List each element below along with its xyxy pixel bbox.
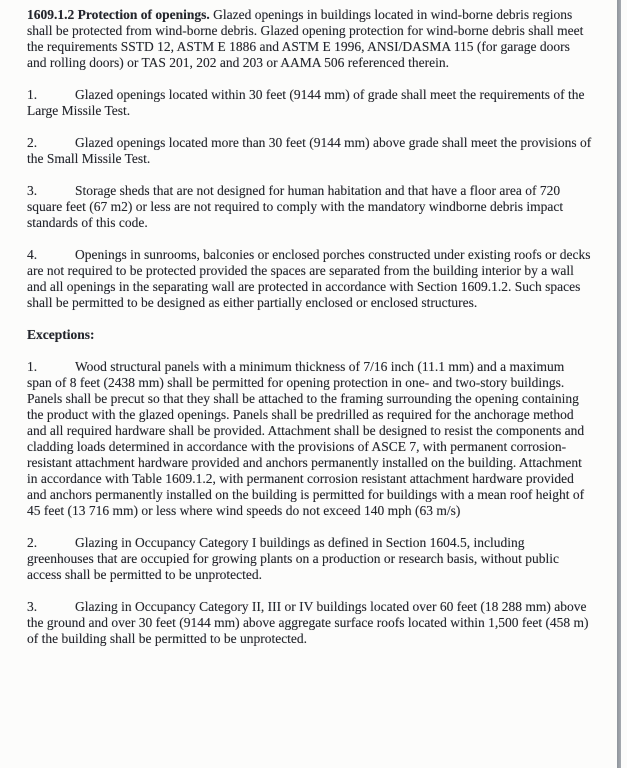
exception-item-number: 1.	[27, 359, 38, 374]
section-intro-paragraph	[27, 7, 592, 71]
list-item-text: Openings in sunrooms, balconies or enclosed porches constructed under existing roofs or decks are not required to be protected provided the spaces are separated from the building interior by a wall and all openings in the separating wall are protected in accordance with Section 1609.1.2. Such spaces shall be permitted to be designed as either partially enclosed or enclosed structures.	[27, 247, 591, 310]
scanned-page-edge	[617, 0, 621, 768]
exception-item-text: Glazing in Occupancy Category II, III or IV buildings located over 60 feet (18 288 mm) above the ground and over 30 feet (9144 mm) above aggregate surface roofs located within 1,500 feet (458 m) of the building shall be permitted to be unprotected.	[27, 599, 589, 646]
list-item-text: Glazed openings located within 30 feet (9144 mm) of grade shall meet the requirements of the Large Missile Test.	[27, 87, 585, 118]
exception-item-text: Glazing in Occupancy Category I buildings as defined in Section 1604.5, including greenhouses that are occupied for growing plants on a production or research basis, without public access shall be permitted to be unprotected.	[27, 535, 559, 582]
list-item-number: 3.	[27, 183, 38, 198]
list-item-text: Glazed openings located more than 30 feet (9144 mm) above grade shall meet the provisions of the Small Missile Test.	[27, 135, 592, 166]
list-item-number: 4.	[27, 247, 38, 262]
list-item-text: Storage sheds that are not designed for human habitation and that have a floor area of 720 square feet (67 m2) or less are not required to comply with the mandatory windborne debris impact standards of this code.	[27, 183, 564, 230]
section-heading: 1609.1.2 Protection of openings.	[27, 7, 210, 22]
exception-item-text: Wood structural panels with a minimum thickness of 7/16 inch (11.1 mm) and a maximum span of 8 feet (2438 mm) shall be permitted for opening protection in one- and two-story buildings. Panels shall be precut so that they shall be attached to the framing surrounding the opening containing the product with the glazed openings. Panels shall be predrilled as required for the anchorage method and all required hardware shall be provided. Attachment shall be designed to resist the components and cladding loads determined in accordance with the provisions of ASCE 7, with permanent corrosion-resistant attachment hardware provided and anchors permanently installed on the building. Attachment in accordance with Table 1609.1.2, with permanent corrosion resistant attachment hardware provided and anchors permanently installed on the building is permitted for buildings with a mean roof height of 45 feet (13 716 mm) or less where wind speeds do not exceed 140 mph (63 m/s)	[27, 359, 585, 518]
exception-item-1	[27, 359, 592, 519]
exception-item-number: 2.	[27, 535, 38, 550]
list-item-1	[27, 87, 592, 119]
list-item-number: 2.	[27, 135, 38, 150]
exception-item-3	[27, 599, 592, 647]
list-item-2	[27, 135, 592, 167]
exceptions-heading: Exceptions:	[27, 327, 95, 342]
list-item-3	[27, 183, 592, 231]
list-item-number: 1.	[27, 87, 38, 102]
exception-item-number: 3.	[27, 599, 38, 614]
section-intro-text: Glazed openings in buildings located in wind-borne debris regions shall be protected from wind-borne debris. Glazed opening protection for wind-borne debris shall meet the requirements SSTD 12, ASTM E 1886 and ASTM E 1996, ANSI/DASMA 115 (for garage doors and rolling doors) or TAS 201, 202 and 203 or AAMA 506 referenced therein.	[27, 7, 584, 70]
exception-item-2	[27, 535, 592, 583]
list-item-4	[27, 247, 592, 311]
